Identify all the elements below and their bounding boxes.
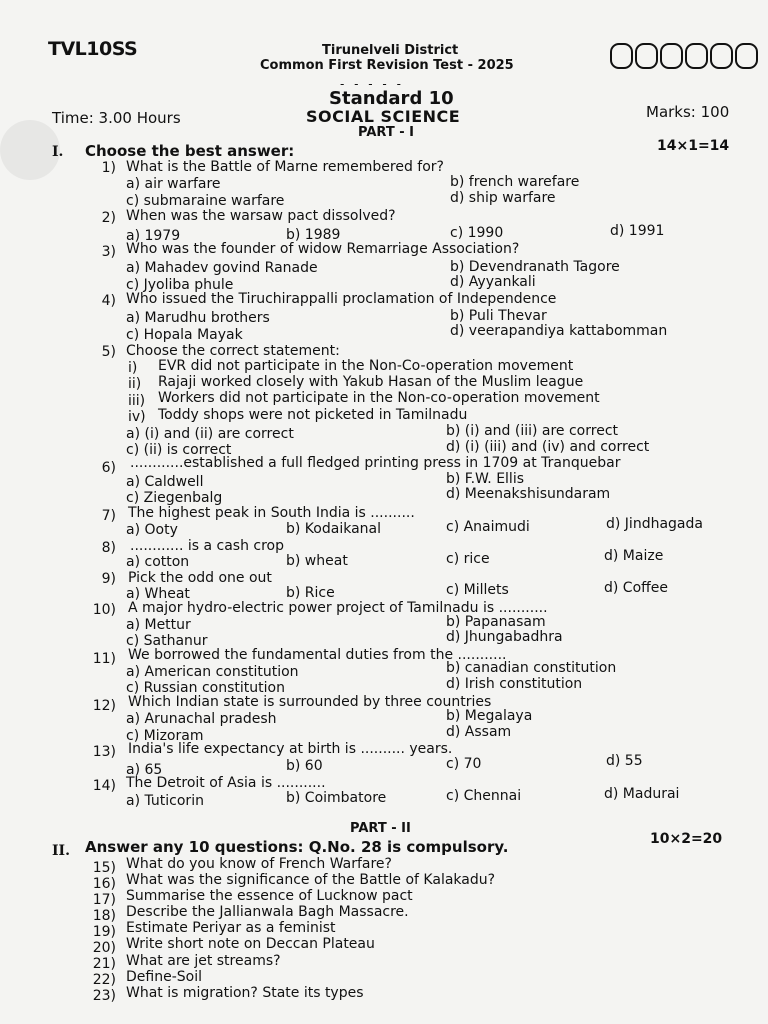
option: c) Millets	[446, 582, 509, 598]
option: c) Chennai	[446, 788, 522, 804]
question-number: 4)	[101, 293, 116, 309]
question-text: We borrowed the fundamental duties from the ...........	[128, 647, 507, 663]
option: d) Jhungabadhra	[446, 629, 563, 645]
statement-text: EVR did not participate in the Non-Co-operation movement	[158, 358, 574, 374]
roll-number-boxes	[610, 43, 758, 69]
section-one-heading: Choose the best answer:	[85, 142, 295, 160]
option: d) Madurai	[604, 786, 680, 802]
district-title: Tirunelveli District	[322, 43, 459, 58]
question-text: ............established a full fledged printing press in 1709 at Tranquebar	[130, 455, 621, 471]
option: c) Anaimudi	[446, 519, 530, 535]
option: a) Mettur	[126, 617, 191, 633]
standard-title: Standard 10	[329, 88, 454, 109]
option: c) Ziegenbalg	[126, 490, 223, 506]
question-number: 13)	[92, 744, 116, 760]
question-text: Which Indian state is surrounded by three countries	[128, 694, 492, 710]
question-text: Choose the correct statement:	[126, 343, 340, 359]
option: c) submaraine warfare	[126, 193, 285, 209]
question-text: Who was the founder of widow Remarriage Association?	[126, 241, 520, 257]
option: d) Irish constitution	[446, 676, 583, 692]
option: c) Mizoram	[126, 728, 204, 744]
roll-box	[710, 43, 733, 69]
question-text: India's life expectancy at birth is .......... years.	[128, 741, 453, 757]
time-label: Time: 3.00 Hours	[52, 109, 181, 127]
total-marks: Marks: 100	[646, 103, 730, 121]
question-text: What was the significance of the Battle of Kalakadu?	[126, 872, 496, 888]
question-text: Describe the Jallianwala Bagh Massacre.	[126, 904, 409, 920]
option: d) Ayyankali	[450, 274, 536, 290]
section-one-number: I.	[52, 144, 64, 160]
option: c) 1990	[450, 225, 504, 241]
option: a) (i) and (ii) are correct	[126, 426, 294, 442]
option: d) Coffee	[604, 580, 669, 596]
question-text: What is the Battle of Marne remembered for?	[126, 159, 444, 175]
roll-box	[660, 43, 683, 69]
option: b) 1989	[286, 227, 341, 243]
question-text: Summarise the essence of Lucknow pact	[126, 888, 413, 904]
question-number: 10)	[92, 602, 116, 618]
question-number: 15)	[92, 860, 116, 876]
option: a) Caldwell	[126, 474, 204, 490]
question-number: 23)	[92, 988, 116, 1004]
section-two-number: II.	[52, 843, 70, 859]
question-text: When was the warsaw pact dissolved?	[126, 208, 396, 224]
statement-text: Workers did not participate in the Non-co-operation movement	[158, 390, 600, 406]
test-title: Common First Revision Test - 2025	[260, 58, 514, 73]
option: b) Megalaya	[446, 708, 533, 724]
question-number: 1)	[101, 160, 116, 176]
option: a) 65	[126, 762, 163, 778]
question-text: Who issued the Tiruchirappalli proclamation of Independence	[126, 291, 557, 307]
option: b) wheat	[286, 553, 348, 569]
option: c) Russian constitution	[126, 680, 285, 696]
statement-text: Rajaji worked closely with Yakub Hasan of the Muslim league	[158, 374, 584, 390]
roll-box	[610, 43, 633, 69]
part-two-title: PART - II	[350, 821, 411, 836]
question-number: 7)	[101, 508, 116, 524]
question-number: 14)	[92, 778, 116, 794]
header-divider: - - - - -	[340, 77, 404, 91]
option: a) cotton	[126, 554, 190, 570]
option: d) veerapandiya kattabomman	[450, 323, 668, 339]
question-text: The Detroit of Asia is ...........	[126, 775, 326, 791]
option: c) 70	[446, 756, 482, 772]
statement-text: Toddy shops were not picketed in Tamilnadu	[158, 407, 468, 423]
option: a) Ooty	[126, 522, 178, 538]
subject-title: SOCIAL SCIENCE	[306, 107, 461, 126]
option: a) air warfare	[126, 176, 221, 192]
option: c) Hopala Mayak	[126, 327, 243, 343]
section-two-heading: Answer any 10 questions: Q.No. 28 is compulsory.	[85, 838, 509, 856]
option: b) Puli Thevar	[450, 308, 547, 324]
statement-number: iii)	[128, 393, 146, 409]
option: b) Devendranath Tagore	[450, 259, 620, 275]
option: b) Papanasam	[446, 614, 546, 630]
option: b) F.W. Ellis	[446, 471, 524, 487]
option: d) Meenakshisundaram	[446, 486, 611, 502]
option: d) (i) (iii) and (iv) and correct	[446, 439, 650, 455]
option: a) Wheat	[126, 586, 190, 602]
question-number: 11)	[92, 651, 116, 667]
question-text: Write short note on Deccan Plateau	[126, 936, 375, 952]
question-number: 6)	[101, 460, 116, 476]
question-text: The highest peak in South India is ..........	[128, 505, 415, 521]
statement-number: iv)	[128, 409, 146, 425]
option: b) (i) and (iii) are correct	[446, 423, 619, 439]
option: d) Maize	[604, 548, 664, 564]
question-text: Define-Soil	[126, 969, 202, 985]
question-number: 8)	[101, 540, 116, 556]
option: c) (ii) is correct	[126, 442, 232, 458]
question-text: What are jet streams?	[126, 953, 281, 969]
option: b) 60	[286, 758, 323, 774]
question-number: 5)	[101, 344, 116, 360]
question-number: 16)	[92, 876, 116, 892]
section-one-marks: 14×1=14	[657, 138, 730, 154]
roll-box	[685, 43, 708, 69]
option: b) Kodaikanal	[286, 521, 381, 537]
question-text: What do you know of French Warfare?	[126, 856, 392, 872]
statement-number: i)	[128, 360, 138, 376]
option: a) Arunachal pradesh	[126, 711, 277, 727]
question-number: 2)	[101, 210, 116, 226]
statement-number: ii)	[128, 376, 142, 392]
question-text: What is migration? State its types	[126, 985, 364, 1001]
option: b) Rice	[286, 585, 335, 601]
option: c) Sathanur	[126, 633, 208, 649]
question-text: A major hydro-electric power project of Tamilnadu is ...........	[128, 600, 548, 616]
option: d) Jindhagada	[606, 516, 703, 532]
option: b) french warefare	[450, 174, 580, 190]
question-text: Pick the odd one out	[128, 570, 272, 586]
scan-smudge	[0, 120, 60, 180]
question-text: ............ is a cash crop	[130, 538, 285, 554]
question-number: 22)	[92, 972, 116, 988]
section-two-marks: 10×2=20	[650, 831, 723, 847]
paper-code: TVL10SS	[48, 38, 138, 60]
question-number: 21)	[92, 956, 116, 972]
question-number: 17)	[92, 892, 116, 908]
question-text: Estimate Periyar as a feminist	[126, 920, 336, 936]
option: c) rice	[446, 551, 490, 567]
roll-box	[735, 43, 758, 69]
question-number: 20)	[92, 940, 116, 956]
question-number: 18)	[92, 908, 116, 924]
option: a) 1979	[126, 228, 181, 244]
option: a) Tuticorin	[126, 793, 204, 809]
question-number: 3)	[101, 244, 116, 260]
option: c) Jyoliba phule	[126, 277, 234, 293]
option: a) Marudhu brothers	[126, 310, 270, 326]
option: d) Assam	[446, 724, 512, 740]
option: d) ship warfare	[450, 190, 556, 206]
option: b) canadian constitution	[446, 660, 617, 676]
roll-box	[635, 43, 658, 69]
part-one-title: PART - I	[358, 125, 414, 140]
option: d) 1991	[610, 223, 665, 239]
option: d) 55	[606, 753, 643, 769]
option: b) Coimbatore	[286, 790, 387, 806]
question-number: 12)	[92, 698, 116, 714]
option: a) American constitution	[126, 664, 299, 680]
question-number: 19)	[92, 924, 116, 940]
option: a) Mahadev govind Ranade	[126, 260, 318, 276]
question-number: 9)	[101, 571, 116, 587]
